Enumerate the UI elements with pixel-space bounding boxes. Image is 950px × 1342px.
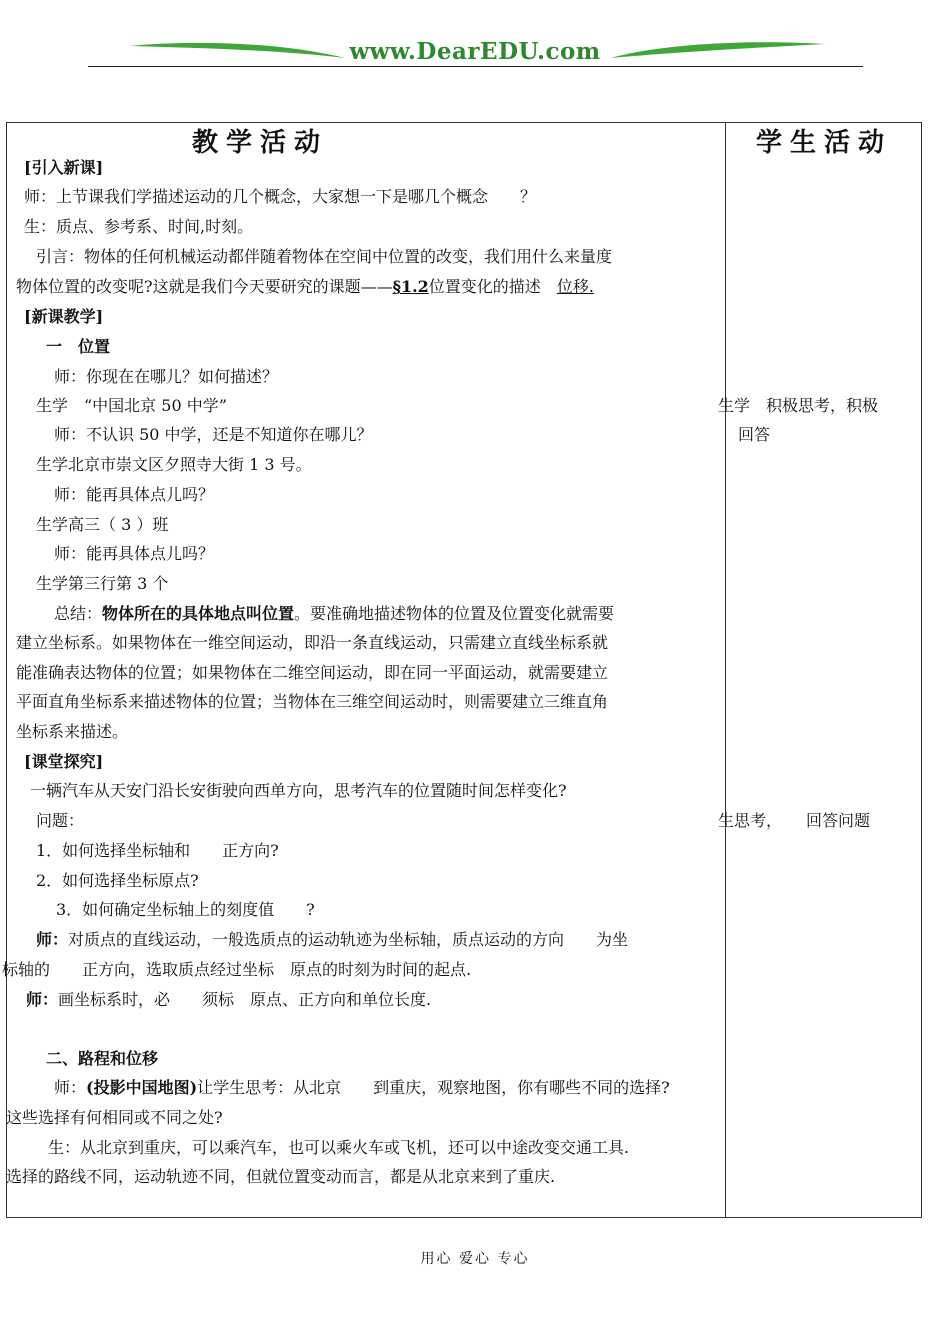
student-note: 回答 [738, 425, 771, 444]
text-line: 生：从北京到重庆，可以乘汽车，也可以乘火车或飞机，还可以中途改变交通工具. [48, 1138, 630, 1157]
teacher-line [36, 930, 628, 950]
student-note: 生学 积极思考，积极 [718, 396, 879, 415]
subsection-heading: 一 位置 [46, 337, 111, 356]
projection-note: (投影中国地图) [86, 1078, 198, 1097]
student-note: 生思考， 回答问题 [718, 811, 871, 830]
text-line: 建立坐标系。如果物体在一维空间运动，即沿一条直线运动，只需建立直线坐标系就 [16, 633, 609, 652]
topic-title: 位移. [556, 277, 594, 296]
header-rule [88, 66, 863, 67]
text-line: 坐标系来描述。 [16, 722, 129, 741]
text-segment: 画坐标系时，必 须标 原点、正方向和单位长度. [58, 990, 432, 1009]
text-line: 引言：物体的任何机械运动都伴随着物体在空间中位置的改变，我们用什么来量度 [36, 247, 613, 266]
question-item: 1．如何选择坐标轴和 正方向? [36, 841, 279, 860]
text-segment: 对质点的直线运动，一般选质点的运动轨迹为坐标轴，质点运动的方向 为坐 [68, 930, 629, 949]
teacher-line [26, 990, 431, 1010]
text-line: 生：质点、参考系、时间,时刻。 [24, 217, 254, 236]
student-activity-heading: 学生活动 [756, 128, 893, 158]
right-swoosh-icon [610, 40, 825, 62]
section-label-intro: [引入新课] [24, 158, 104, 177]
teaching-activity-heading: 教学活动 [192, 128, 329, 158]
text-line: 师：能再具体点儿吗？ [54, 485, 215, 504]
text-segment: 物体位置的改变呢?这就是我们今天要研究的课题—— [16, 277, 393, 296]
section-label-new: [新课教学] [24, 307, 104, 326]
text-line: 师：能再具体点儿吗？ [54, 544, 215, 563]
text-line: 这些选择有何相同或不同之处? [6, 1108, 223, 1127]
topic-line [16, 277, 594, 297]
text-line: 生学 “中国北京 50 中学” [36, 396, 227, 415]
text-line: 师：不认识 50 中学，还是不知道你在哪儿？ [54, 425, 373, 444]
teacher-line [54, 1078, 670, 1098]
column-divider [725, 122, 726, 1218]
text-segment: 。要准确地描述物体的位置及位置变化就需要 [294, 604, 615, 623]
text-line: 平面直角坐标系来描述物体的位置；当物体在三维空间运动时，则需要建立三维直角 [16, 692, 609, 711]
page-header [0, 0, 950, 70]
speaker-label: 师： [26, 990, 59, 1009]
text-line: 生学第三行第 3 个 [36, 574, 169, 593]
speaker-label: 师： [36, 930, 69, 949]
text-segment: 让学生思考：从北京 到重庆，观察地图，你有哪些不同的选择? [197, 1078, 670, 1097]
text-line: 一辆汽车从天安门沿长安街驶向西单方向，思考汽车的位置随时间怎样变化? [30, 781, 567, 800]
text-segment: 师： [54, 1078, 87, 1097]
summary-line [54, 604, 614, 624]
text-segment: 位置变化的描述 [428, 277, 557, 296]
section-label-explore: [课堂探究] [24, 752, 104, 771]
site-logo[interactable]: www.DearEDU.com [349, 38, 601, 65]
text-line: 问题： [36, 811, 85, 830]
left-swoosh-icon [130, 40, 345, 62]
section-number: §1.2 [392, 277, 429, 296]
page-footer: 用心 爱心 专心 [420, 1251, 530, 1267]
text-line: 师：上节课我们学描述运动的几个概念，大家想一下是哪几个概念 ？ [24, 187, 537, 206]
text-segment: 总结： [54, 604, 103, 623]
text-line: 生学北京市崇文区夕照寺大街 1 3 号。 [36, 455, 312, 474]
question-item: 2．如何选择坐标原点? [36, 871, 199, 890]
text-line: 标轴的 正方向，选取质点经过坐标 原点的时刻为时间的起点. [2, 960, 472, 979]
question-item: 3．如何确定坐标轴上的刻度值 ? [56, 900, 315, 919]
text-line: 师：你现在在哪儿？如何描述？ [54, 367, 279, 386]
text-line: 选择的路线不同，运动轨迹不同，但就位置变动而言，都是从北京来到了重庆. [6, 1167, 556, 1186]
subsection-heading: 二、路程和位移 [46, 1049, 159, 1068]
definition-text: 物体所在的具体地点叫位置 [102, 604, 295, 623]
text-line: 能准确表达物体的位置；如果物体在二维空间运动，即在同一平面运动，就需要建立 [16, 663, 609, 682]
text-line: 生学高三（ 3 ）班 [36, 515, 169, 534]
